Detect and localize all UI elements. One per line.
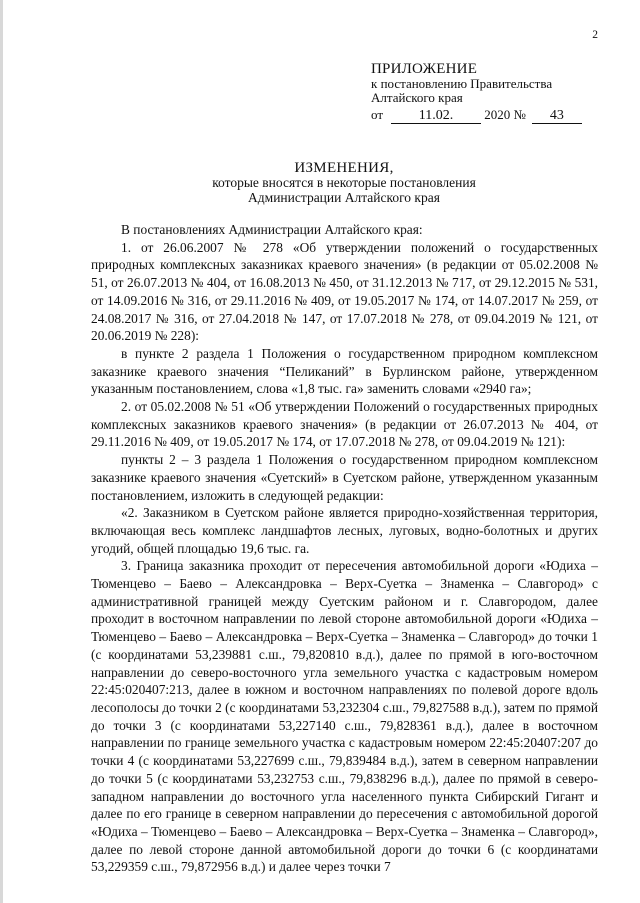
- page-number: 2: [592, 29, 598, 41]
- date-value: 11.02.: [391, 109, 481, 125]
- paragraph: 2. от 05.02.2008 № 51 «Об утверждении Положений о государственных природных комплексных заказников краевого значения» (в редакции от 26.07.2013 № 404, от 29.11.2016 № 409, от 19.05.2017 № 174, от 17.07.2018 № 278, от 09.04.2019 № 121):: [91, 399, 598, 450]
- heading-title: ИЗМЕНЕНИЯ,: [294, 160, 394, 176]
- document-heading: [90, 161, 598, 205]
- scan-edge: [0, 0, 3, 903]
- appendix-line2: Алтайского края: [371, 90, 463, 105]
- paragraph: «2. Заказником в Суетском районе является природно-хозяйственная территория, включающая весь комплекс ландшафтов лесных, луговых, водно-болотных и других угодий, общей площадью 19,6 тыс. га.: [91, 505, 598, 556]
- paragraph: В постановлениях Администрации Алтайского края:: [121, 222, 423, 237]
- paragraph: в пункте 2 раздела 1 Положения о государственном природном комплексном заказнике краевого значения “Пеликаний” в Бурлинском районе, утвержденном указанным постановлением, слова «1,8 тыс. га» заменить словами «2940 га»;: [91, 345, 598, 397]
- appendix-block: [371, 62, 582, 124]
- heading-line2: Администрации Алтайского края: [248, 189, 440, 205]
- heading-line1: которые вносятся в некоторые постановления: [212, 174, 476, 190]
- appendix-line1: к постановлению Правительства: [371, 75, 553, 91]
- number-value: 43: [532, 109, 582, 125]
- year-text: 2020 №: [484, 106, 526, 122]
- paragraph: пункты 2 – 3 раздела 1 Положения о государственном природном комплексном заказнике краевого значения «Суетский» в Суетском районе, утвержденном указанным постановлением, изложить в следующей редакции:: [91, 452, 598, 503]
- appendix-title: ПРИЛОЖЕНИЕ: [371, 61, 478, 77]
- paragraph: 3. Граница заказника проходит от пересечения автомобильной дороги «Юдиха – Тюменцево – Баево – Александровка – Верх-Суетка – Знаменка – Славгород» с административной границей между Суетским районом и г. Славгородом, далее проходит в восточном направлении по левой стороне автомобильной дороги «Юдиха – Тюменцево – Баево – Александровка – Верх-Суетка – Знаменка – Славгород» до точки 1 (с координатами 53,239881 с.ш., 79,820810 в.д.), далее по прямой в юго-восточном направлении до северо-восточного угла земельного участка с кадастровым номером 22:45:020407:213, далее в южном и восточном направлениях по полевой дороге вдоль лесополосы до точки 2 (с координатами 53,232304 с.ш., 79,827588 в.д.), затем по прямой до точки 3 (с координатами 53,227140 с.ш., 79,828361 в.д.), далее в восточном направлении по границе земельного участка с кадастровым номером 22:45:20407:207 до точки 4 (с координатами 53,227699 с.ш., 79,839484 в.д.), затем в северном направлении до точки 5 (с координатами 53,232753 с.ш., 79,838296 в.д.), далее по прямой в северо-западном направлении до восточного угла населенного пункта Сибирский Гигант и далее по его границе в северном направлении до пересечения с автомобильной дорогой «Юдиха – Тюменцево – Баево – Александровка – Верх-Суетка – Знаменка – Славгород», далее по левой стороне данной автомобильной дороги до точки 6 (с координатами 53,229359 с.ш., 79,872956 в.д.) и далее через точки 7: [91, 558, 598, 875]
- document-body: [91, 221, 598, 876]
- date-prefix: от: [371, 106, 384, 122]
- appendix-date-line: [371, 108, 582, 125]
- paragraph: 1. от 26.06.2007 № 278 «Об утверждении положений о государственных природных комплексных заказниках краевого значения» (в редакции от 05.02.2008 № 51, от 26.07.2013 № 404, от 16.08.2013 № 450, от 31.12.2013 № 717, от 29.12.2015 № 531, от 14.09.2016 № 316, от 29.11.2016 № 409, от 19.05.2017 № 174, от 14.07.2017 № 259, от 24.08.2017 № 316, от 27.04.2018 № 147, от 17.07.2018 № 278, от 09.04.2019 № 121, от 20.06.2019 № 228):: [91, 239, 598, 344]
